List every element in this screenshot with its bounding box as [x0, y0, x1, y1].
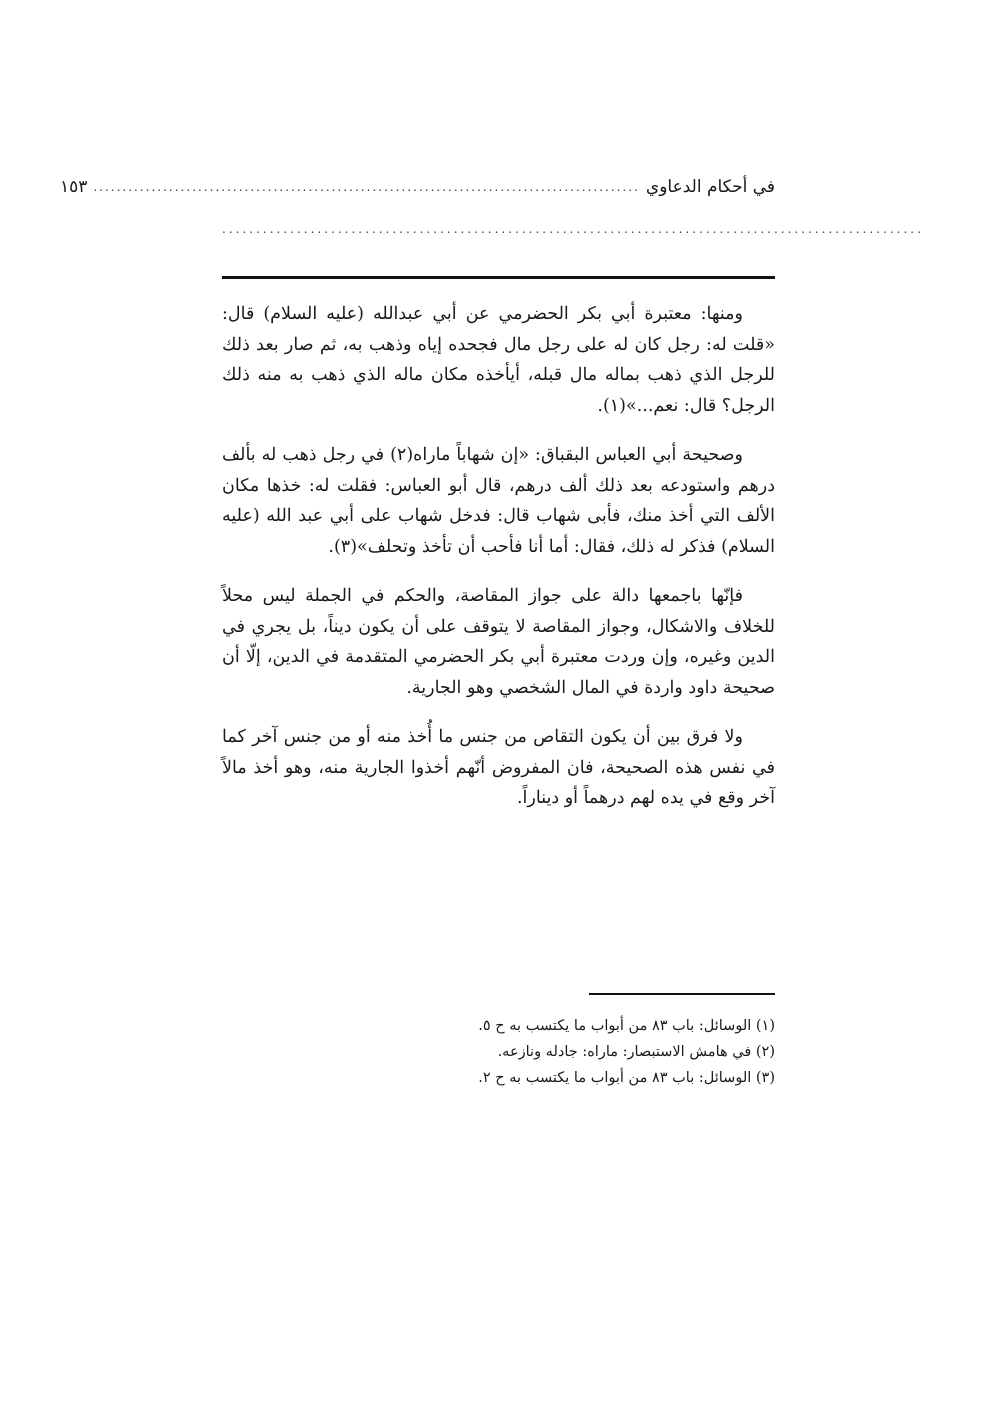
paragraph: ولا فرق بين أن يكون التقاص من جنس ما أُخذ منه أو من جنس آخر كما في نفس هذه الصحيحة، فان المفروض أنّهم أخذوا الجارية منه، وهو أخذ مالاً آخر وقع في يده لهم درهماً أو ديناراً.: [222, 727, 775, 808]
running-title: في أحكام الدعاوي: [645, 177, 775, 197]
footnote: (٣) الوسائل: باب ٨٣ من أبواب ما يكتسب به ح ٢.: [478, 1070, 775, 1086]
footnote: (١) الوسائل: باب ٨٣ من أبواب ما يكتسب به ح ٥.: [478, 1018, 775, 1034]
header-rule: [222, 276, 775, 279]
footnotes: [222, 1013, 775, 1091]
paragraph: فإنّها باجمعها دالة على جواز المقاصة، والحكم في الجملة ليس محلاً للخلاف والاشكال، وجواز المقاصة لا يتوقف على أن يكون ديناً، بل يجري في الدين وغيره، وإن وردت معتبرة أبي بكر الحضرمي المتقدمة في الدين، إلّا أن صحيحة داود واردة في المال الشخصي وهو الجارية.: [222, 586, 775, 698]
dotted-divider: .......................................................................................................: [222, 222, 924, 236]
footnote-rule: [589, 993, 775, 995]
paragraph: ومنها: معتبرة أبي بكر الحضرمي عن أبي عبدالله (عليه السلام) قال: «قلت له: رجل كان له على رجل مال فجحده إياه وذهب به، ثم صار بعد ذلك للرجل الذي ذهب بماله مال قبله، أيأخذه مكان ماله الذي ذهب به منه ذلك الرجل؟ قال: نعم...»(١).: [222, 304, 775, 416]
footnote: (٢) في هامش الاستبصار: ماراه: جادله ونازعه.: [497, 1044, 775, 1060]
body-text: [222, 299, 775, 833]
dot-leader: ..............................................................................................: [93, 180, 640, 194]
paragraph: وصحيحة أبي العباس البقباق: «إن شهاباً ماراه(٢) في رجل ذهب له بألف درهم واستودعه بعد ذلك ألف درهم، قال أبو العباس: فقلت له: خذها مكان الألف التي أخذ منك، فأبى شهاب قال: فدخل شهاب على أبي عبد الله (عليه السلام) فذكر له ذلك، فقال: أما أنا فأحب أن تأخذ وتحلف»(٣).: [222, 445, 775, 557]
running-header: [59, 170, 775, 204]
page-number: ١٥٣: [59, 177, 88, 197]
